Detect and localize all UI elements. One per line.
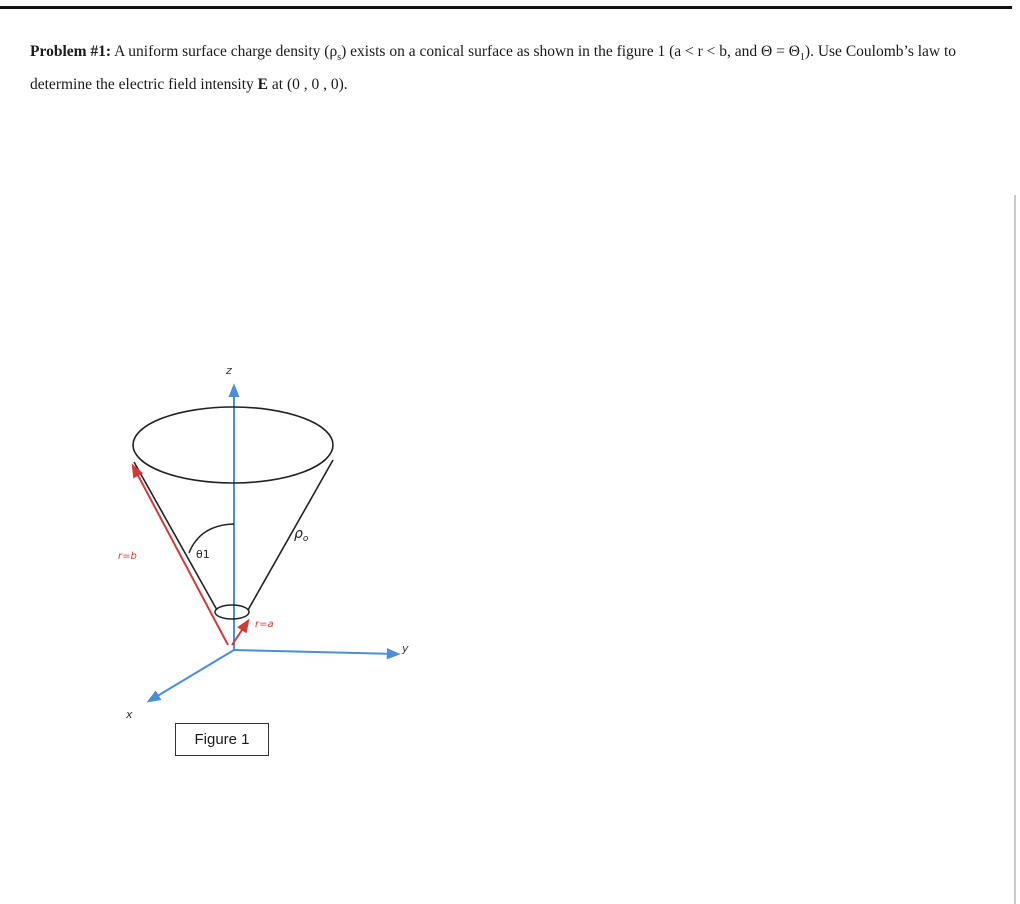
z-axis-label: z [226, 364, 232, 377]
problem-text-1: A uniform surface charge density ( [111, 43, 330, 60]
problem-label: Problem #1: [30, 43, 112, 60]
theta-subscript: 1 [799, 52, 805, 64]
cone-bottom-ellipse [215, 605, 249, 619]
x-axis [149, 650, 234, 701]
x-axis-label: x [126, 708, 133, 721]
y-axis [234, 650, 398, 654]
rho-subscript: s [337, 52, 342, 64]
figure-caption: Figure 1 [175, 723, 269, 756]
e-field-symbol: E [257, 76, 269, 94]
problem-text-2: ) exists on a conical surface as shown in the figure 1 (a < r < b, and Θ = Θ [341, 43, 800, 60]
rho-symbol: ρ [329, 43, 338, 60]
cone-left-edge [134, 462, 217, 610]
rho-label-symbol: ρ [294, 526, 303, 542]
radius-b-vector [133, 466, 228, 645]
problem-text-4: at (0 , 0 , 0). [268, 76, 348, 94]
problem-text-3: ). Use Coulomb’s law to determine the electric field intensity [30, 43, 957, 94]
r-b-label: r=b [118, 551, 137, 562]
rho-label [294, 526, 309, 544]
r-a-label: r=a [255, 619, 274, 630]
rho-label-subscript: o [302, 534, 309, 544]
cone-right-edge [248, 460, 333, 610]
theta-label: θ1 [196, 548, 210, 561]
y-axis-label: y [402, 642, 409, 655]
